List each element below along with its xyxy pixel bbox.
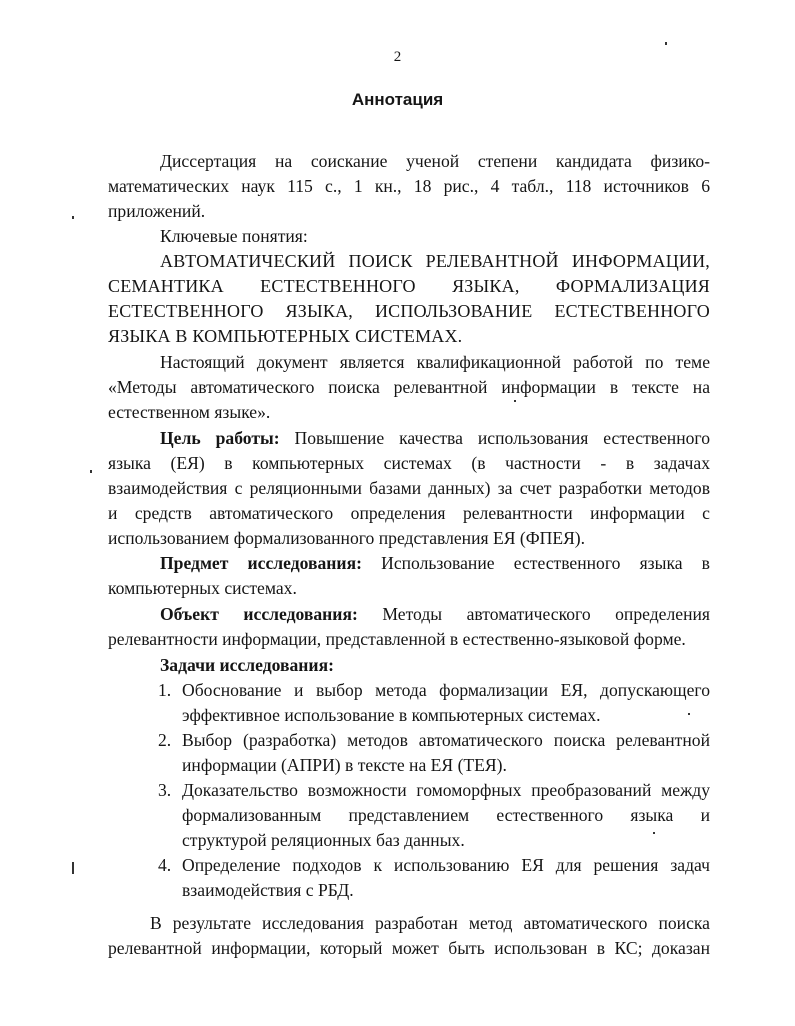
page-title: Аннотация xyxy=(351,90,444,109)
subject-line-2: компьютерных системах. xyxy=(108,578,297,598)
task-3-number: 3. xyxy=(158,780,172,800)
scan-speck xyxy=(688,713,690,715)
object-line-1 xyxy=(160,603,710,625)
goal-label: Цель работы: xyxy=(160,428,280,448)
task-2-number: 2. xyxy=(158,730,172,750)
goal-line-4: и средств автоматического определения релевантности информации с xyxy=(108,503,710,523)
task-2-line-1: Выбор (разработка) методов автоматического поиска релевантной xyxy=(182,730,710,750)
object-text-1: Методы автоматического определения xyxy=(382,604,710,624)
task-3-line-1: Доказательство возможности гомоморфных преобразований между xyxy=(182,780,710,800)
goal-text-1: Повышение качества использования естественного xyxy=(294,428,710,448)
goal-line-5: использованием формализованного представления ЕЯ (ФПЕЯ). xyxy=(108,528,586,548)
keywords-label: Ключевые понятия: xyxy=(160,226,308,246)
scan-speck xyxy=(90,470,92,473)
task-1-line-1: Обоснование и выбор метода формализации ЕЯ, допускающего xyxy=(182,680,710,700)
scan-mark xyxy=(72,862,74,874)
task-3-line-3: структурой реляционных баз данных. xyxy=(182,830,465,850)
scan-speck xyxy=(514,400,516,402)
document-line-3: естественном языке». xyxy=(108,402,271,422)
tasks-label: Задачи исследования: xyxy=(160,655,334,675)
object-label: Объект исследования: xyxy=(160,604,358,624)
intro-line-1: Диссертация на соискание ученой степени кандидата физико- xyxy=(160,151,710,171)
subject-line-1 xyxy=(160,552,710,574)
task-1-number: 1. xyxy=(158,680,172,700)
goal-line-2: языка (ЕЯ) в компьютерных системах (в частности - в задачах xyxy=(108,453,710,473)
keywords-line-2: СЕМАНТИКА ЕСТЕСТВЕННОГО ЯЗЫКА, ФОРМАЛИЗАЦИЯ xyxy=(108,276,710,296)
task-3-line-2: формализованным представлением естественного языка и xyxy=(182,805,710,825)
scan-speck xyxy=(72,216,74,219)
page-number: 2 xyxy=(393,49,402,65)
task-4-number: 4. xyxy=(158,855,172,875)
goal-line-1 xyxy=(160,427,710,449)
task-2-line-2: информации (АПРИ) в тексте на ЕЯ (ТЕЯ). xyxy=(182,755,507,775)
keywords-line-3: ЕСТЕСТВЕННОГО ЯЗЫКА, ИСПОЛЬЗОВАНИЕ ЕСТЕСТВЕННОГО xyxy=(108,301,710,321)
scan-speck xyxy=(653,832,655,834)
result-line-2: релевантной информации, который может быть использован в КС; доказан xyxy=(108,938,710,958)
task-1-line-2: эффективное использование в компьютерных системах. xyxy=(182,705,601,725)
document-line-2: «Методы автоматического поиска релевантной информации в тексте на xyxy=(108,377,710,397)
object-line-2: релевантности информации, представленной в естественно-языковой форме. xyxy=(108,629,686,649)
intro-line-2: математических наук 115 с., 1 кн., 18 рис., 4 табл., 118 источников 6 xyxy=(108,176,710,196)
scan-speck xyxy=(665,42,667,45)
document-line-1: Настоящий документ является квалификационной работой по теме xyxy=(160,352,710,372)
goal-line-3: взаимодействия с реляционными базами данных) за счет разработки методов xyxy=(108,478,710,498)
task-4-line-1: Определение подходов к использованию ЕЯ для решения задач xyxy=(182,855,710,875)
subject-text-1: Использование естественного языка в xyxy=(381,553,710,573)
intro-line-3: приложений. xyxy=(108,201,206,221)
task-4-line-2: взаимодействия с РБД. xyxy=(182,880,354,900)
subject-label: Предмет исследования: xyxy=(160,553,362,573)
result-line-1: В результате исследования разработан метод автоматического поиска xyxy=(150,913,710,933)
keywords-line-1: АВТОМАТИЧЕСКИЙ ПОИСК РЕЛЕВАНТНОЙ ИНФОРМАЦИИ, xyxy=(160,251,710,271)
keywords-line-4: ЯЗЫКА В КОМПЬЮТЕРНЫХ СИСТЕМАХ. xyxy=(108,326,463,346)
